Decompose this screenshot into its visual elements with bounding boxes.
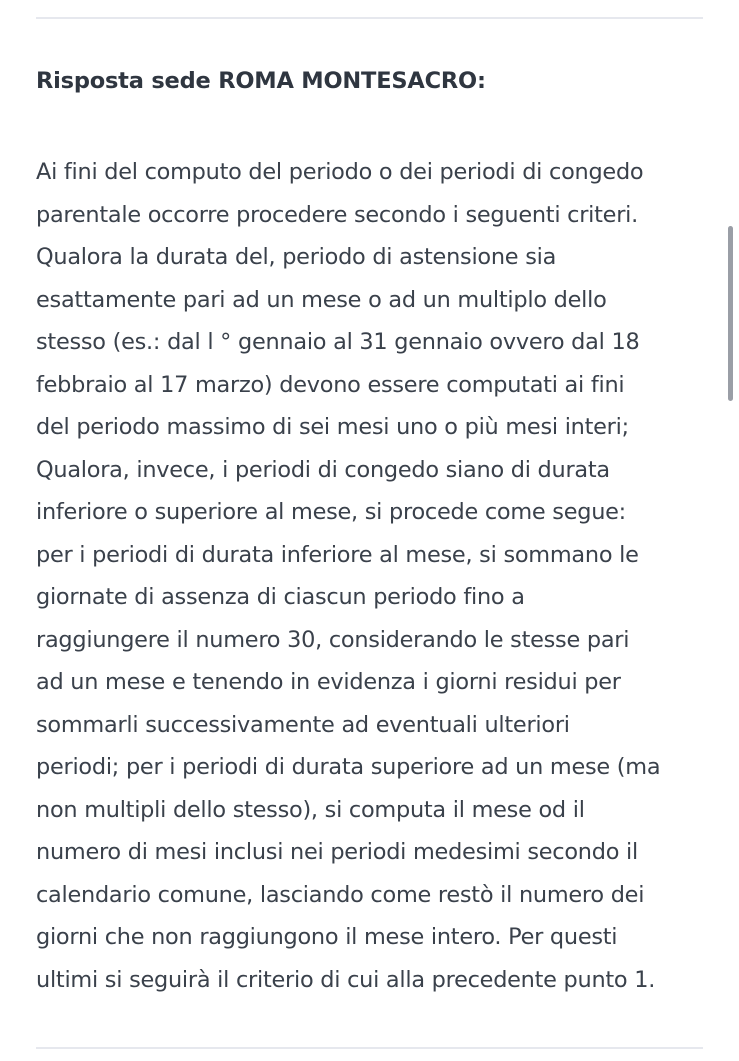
response-line: parentale occorre procedere secondo i seguenti criteri. [36, 201, 638, 228]
response-line: stesso (es.: dal l ° gennaio al 31 gennaio ovvero dal 18 [36, 329, 640, 355]
response-line: esattamente pari ad un mese o ad un multiplo dello [36, 286, 607, 313]
response-line: del periodo massimo di sei mesi uno o più mesi interi; [36, 414, 629, 440]
response-line: per i periodi di durata inferiore al mese, si sommano le [36, 541, 639, 568]
response-line: Qualora, invece, i periodi di congedo siano di durata [36, 456, 610, 483]
response-line: numero di mesi inclusi nei periodi medesimi secondo il [36, 839, 638, 865]
response-body [36, 151, 706, 1001]
response-line: Ai fini del computo del periodo o dei periodi di congedo [36, 159, 644, 185]
response-line: sommarli successivamente ad eventuali ulteriori [36, 711, 570, 738]
response-line: Qualora la durata del, periodo di astensione sia [36, 244, 557, 270]
top-divider [36, 17, 703, 19]
response-line: febbraio al 17 marzo) devono essere computati ai fini [36, 371, 625, 398]
bottom-divider [36, 1047, 703, 1049]
vertical-scrollbar-thumb[interactable] [728, 226, 733, 401]
response-line: inferiore o superiore al mese, si procede come segue: [36, 499, 626, 525]
response-line: raggiungere il numero 30, considerando le stesse pari [36, 626, 630, 653]
response-line: periodi; per i periodi di durata superiore ad un mese (ma [36, 754, 661, 780]
response-line: ultimi si seguirà il criterio di cui alla precedente punto 1. [36, 966, 656, 993]
response-heading: Risposta sede ROMA MONTESACRO: [36, 68, 486, 94]
response-line: non multipli dello stesso), si computa il mese od il [36, 796, 585, 823]
response-line: giornate di assenza di ciascun periodo fino a [36, 584, 525, 610]
response-line: calendario comune, lasciando come restò il numero dei [36, 881, 645, 908]
response-line: giorni che non raggiungono il mese intero. Per questi [36, 924, 618, 950]
response-line: ad un mese e tenendo in evidenza i giorni residui per [36, 669, 621, 695]
